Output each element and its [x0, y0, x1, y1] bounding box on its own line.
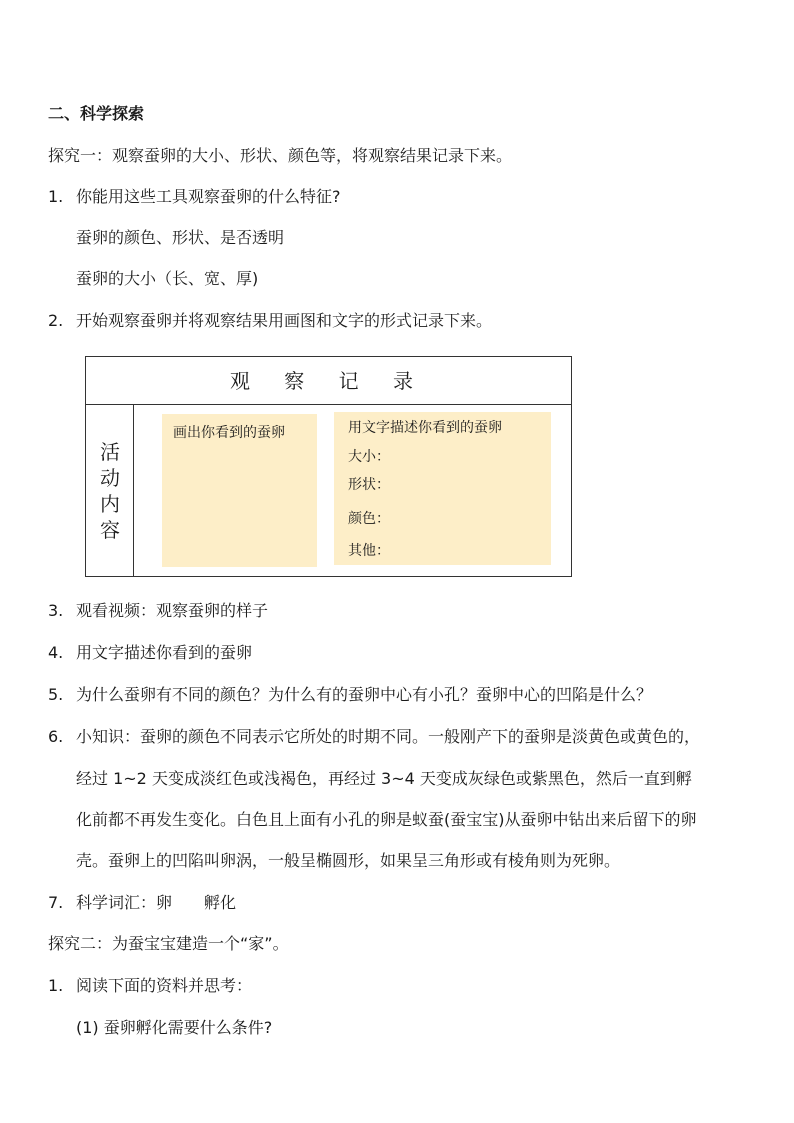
item-sub-question: (1) 蚕卵孵化需要什么条件? — [76, 1018, 273, 1037]
item-text: 用文字描述你看到的蚕卵 — [76, 643, 253, 662]
item-number: 2. — [48, 311, 64, 330]
observation-record-table — [85, 356, 572, 577]
item-text: 观看视频：观察蚕卵的样子 — [76, 601, 269, 620]
draw-label: 画出你看到的蚕卵 — [173, 425, 285, 441]
desc-field-other[interactable]: 其他： — [348, 543, 390, 559]
drawing-area[interactable] — [162, 414, 317, 567]
item-number: 1. — [48, 187, 64, 206]
description-area — [334, 412, 551, 565]
item-text: 开始观察蚕卵并将观察结果用画图和文字的形式记录下来。 — [76, 311, 493, 330]
item-number: 5. — [48, 685, 64, 704]
item-number: 3. — [48, 601, 64, 620]
side-column — [86, 405, 134, 576]
desc-title: 用文字描述你看到的蚕卵 — [348, 420, 502, 436]
item-text: 科学词汇：卵 孵化 — [76, 893, 237, 912]
item-text: 小知识：蚕卵的颜色不同表示它所处的时期不同。一般刚产下的蚕卵是淡黄色或黄色的， — [76, 727, 701, 746]
item-number: 7. — [48, 893, 64, 912]
item-six-continued: 壳。蚕卵上的凹陷叫卵涡，一般呈椭圆形，如果呈三角形或有棱角则为死卵。 — [76, 851, 621, 870]
item-number: 6. — [48, 727, 64, 746]
desc-field-shape[interactable]: 形状： — [348, 477, 390, 493]
item-number: 4. — [48, 643, 64, 662]
item-number: 1. — [48, 976, 64, 995]
item-six-continued: 经过 1~2 天变成淡红色或浅褐色，再经过 3~4 天变成灰绿色或紫黑色，然后一直到孵 — [76, 769, 692, 788]
item-text: 为什么蚕卵有不同的颜色？为什么有的蚕卵中心有小孔？蚕卵中心的凹陷是什么？ — [76, 685, 653, 704]
item-text: 蚕卵的颜色、形状、是否透明 — [76, 228, 285, 247]
item-six-continued: 化前都不再发生变化。白色且上面有小孔的卵是蚁蚕(蚕宝宝)从蚕卵中钻出来后留下的卵 — [76, 810, 697, 829]
item-text: 你能用这些工具观察蚕卵的什么特征? — [76, 187, 341, 206]
desc-field-size[interactable]: 大小： — [348, 449, 390, 465]
inquiry-one: 探究一：观察蚕卵的大小、形状、颜色等，将观察结果记录下来。 — [48, 146, 513, 165]
desc-field-color[interactable]: 颜色： — [348, 511, 390, 527]
side-label: 活动内容 — [100, 440, 120, 542]
inquiry-two: 探究二：为蚕宝宝建造一个“家”。 — [48, 934, 289, 953]
record-title: 观 察 记 录 — [86, 357, 571, 405]
item-text: 阅读下面的资料并思考： — [76, 976, 253, 995]
item-text: 蚕卵的大小（长、宽、厚) — [76, 269, 259, 288]
section-title: 二、科学探索 — [48, 104, 145, 123]
